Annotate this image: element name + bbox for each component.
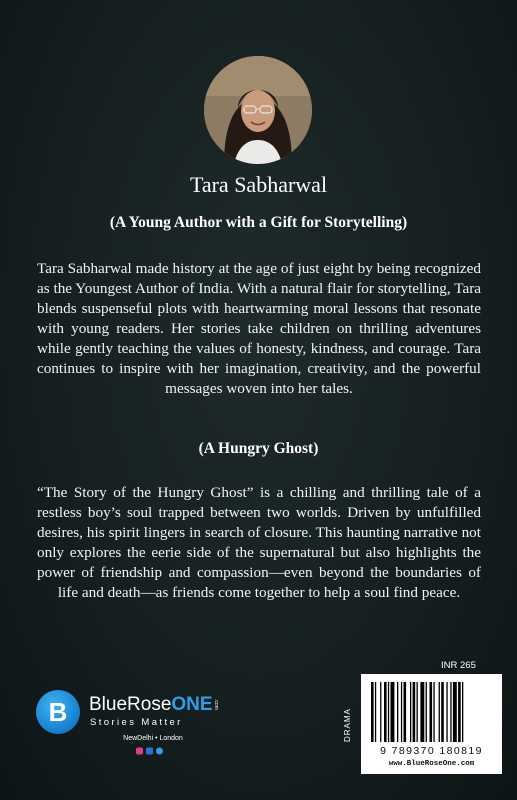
- publisher-name-suffix: .com: [213, 699, 219, 710]
- publisher-locations: NewDelhi • London: [123, 735, 183, 742]
- publisher-tagline: Stories Matter: [90, 717, 183, 728]
- logo-letter: B: [48, 697, 68, 727]
- isbn-number: 9 789370 180819: [380, 745, 483, 757]
- price-label: INR 265: [441, 660, 476, 671]
- barcode-bars: [361, 674, 502, 744]
- book-heading: (A Hungry Ghost): [198, 440, 319, 457]
- social-icons: [134, 747, 174, 755]
- publisher-name-part1: BlueRose: [89, 694, 172, 715]
- barcode: [361, 674, 502, 774]
- publisher-website: www.BlueRoseOne.com: [388, 760, 475, 768]
- genre-label: DRAMA: [343, 708, 352, 742]
- author-bio: Tara Sabharwal made history at the age of just eight by being recognized as the Youngest Author of India. With a natural flair for storytelling, Tara blends suspenseful plots with heartwarming moral lessons that resonate with young readers. Her stories take children on thrilling adventures while gently teaching the values of honesty, kindness, and courage. Tara continues to inspire with her imagination, creativity, and the powerful messages woven into her tales.: [37, 260, 481, 397]
- author-photo: [204, 56, 312, 164]
- publisher-logo: [36, 690, 236, 780]
- author-tagline: (A Young Author with a Gift for Storytelling): [109, 214, 408, 231]
- publisher-name: [89, 694, 213, 716]
- author-name: Tara Sabharwal: [189, 172, 328, 197]
- publisher-name-part2: ONE: [171, 694, 213, 715]
- book-synopsis: “The Story of the Hungry Ghost” is a chilling and thrilling tale of a restless boy’s soul trapped between two worlds. Driven by unfulfilled desires, his spirit lingers in search of closure. This haunting narrative not only explores the eerie side of the supernatural but also highlights the power of friendship and compassion—even beyond the boundaries of life and death—as friends come together to help a soul find peace.: [37, 484, 481, 601]
